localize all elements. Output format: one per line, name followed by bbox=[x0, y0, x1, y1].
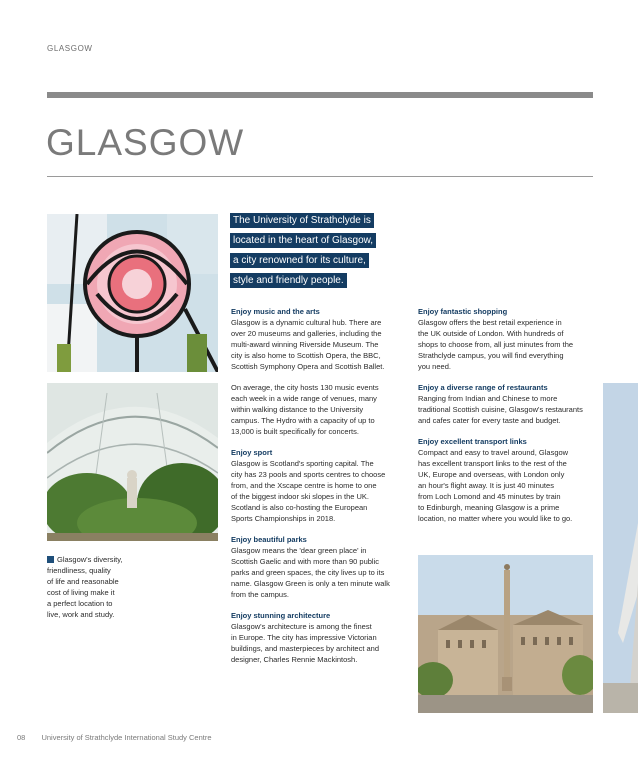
caption-line: live, work and study. bbox=[47, 610, 115, 619]
intro-line: located in the heart of Glasgow, bbox=[230, 233, 376, 248]
sport-heading: Enjoy sport bbox=[231, 448, 273, 457]
music-paragraph: Glasgow is a dynamic cultural hub. There are over 20 museums and galleries, including the multi-award winning Riverside Museum. The city is also home to Scottish Opera, the BBC, Scottish Symphony Opera and Scottish Ballet. bbox=[231, 318, 385, 371]
title-rule bbox=[47, 176, 593, 177]
caption-line: Glasgow's diversity, bbox=[57, 555, 123, 564]
shopping-paragraph: Glasgow offers the best retail experience in the UK outside of London. With hundreds of shops to choose from, all just minutes from the Strathclyde campus, you will find everything you need. bbox=[418, 318, 574, 371]
caption-line: friendliness, quality bbox=[47, 566, 111, 575]
intro-callout bbox=[230, 211, 405, 291]
body-column-right bbox=[418, 306, 596, 534]
music-heading: Enjoy music and the arts bbox=[231, 307, 320, 316]
photo-caption bbox=[47, 554, 147, 620]
caption-line: cost of living make it bbox=[47, 588, 115, 597]
kibble-palace-photo bbox=[47, 383, 218, 541]
george-square-photo bbox=[418, 555, 593, 713]
sport-paragraph: Glasgow is Scotland's sporting capital. The city has 23 pools and sports centres to choose from, and the Xscape centre is home to one of the biggest indoor ski slopes in the UK. Scotland is also co-hosting the European Sports Championships in 2018. bbox=[231, 459, 386, 523]
caption-marker bbox=[47, 556, 54, 563]
caption-line: a perfect location to bbox=[47, 599, 113, 608]
page-number: 08 bbox=[17, 733, 26, 742]
body-column-left bbox=[231, 306, 407, 675]
caption-line: of life and reasonable bbox=[47, 577, 119, 586]
parks-paragraph: Glasgow means the 'dear green place' in Scottish Gaelic and with more than 90 public parks and green spaces, the city lives up to its name. Glasgow Green is only a ten minute walk from the campus. bbox=[231, 546, 390, 599]
parks-heading: Enjoy beautiful parks bbox=[231, 535, 307, 544]
venues-paragraph: On average, the city hosts 130 music events each week in a wide range of venues, many within walking distance to the University campus. The Hydro with a capacity of up to 13,000 is built specifically for concerts. bbox=[231, 383, 379, 436]
architecture-heading: Enjoy stunning architecture bbox=[231, 611, 331, 620]
intro-line: a city renowned for its culture, bbox=[230, 253, 369, 268]
running-head: GLASGOW bbox=[47, 44, 93, 53]
stained-glass-photo bbox=[47, 214, 218, 372]
shopping-heading: Enjoy fantastic shopping bbox=[418, 307, 508, 316]
restaurants-heading: Enjoy a diverse range of restaurants bbox=[418, 383, 548, 392]
intro-line: style and friendly people. bbox=[230, 273, 347, 288]
header-rule bbox=[47, 92, 593, 98]
intro-line: The University of Strathclyde is bbox=[230, 213, 374, 228]
restaurants-paragraph: Ranging from Indian and Chinese to more traditional Scottish cuisine, Glasgow's restaurants and cafes cater for every taste and budget. bbox=[418, 394, 583, 425]
publication-name: University of Strathclyde International Study Centre bbox=[41, 733, 212, 742]
sculpture-photo bbox=[603, 383, 638, 713]
architecture-paragraph: Glasgow's architecture is among the finest in Europe. The city has impressive Victorian buildings, and masterpieces by architect and designer, Charles Rennie Mackintosh. bbox=[231, 622, 380, 664]
page-title: GLASGOW bbox=[46, 122, 245, 163]
transport-heading: Enjoy excellent transport links bbox=[418, 437, 527, 446]
page-footer bbox=[17, 733, 212, 742]
transport-paragraph: Compact and easy to travel around, Glasgow has excellent transport links to the rest of the UK, Europe and overseas, with London only an hour's flight away. It is just 40 minutes from Loch Lomond and 45 minutes by train to Edinburgh, meaning Glasgow is a prime location, no matter where you would like to go. bbox=[418, 448, 573, 523]
